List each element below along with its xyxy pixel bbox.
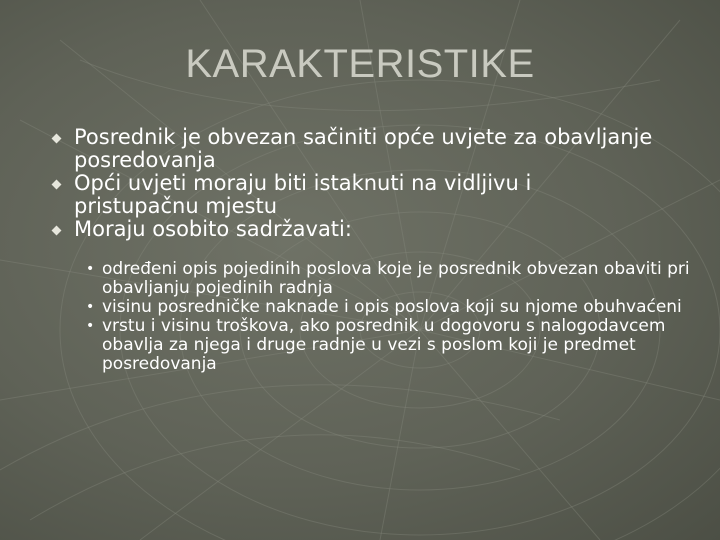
bullet-text: Posrednik je obvezan sačiniti opće uvjete za obavljanje posredovanja — [74, 125, 653, 172]
diamond-bullet-icon — [52, 226, 62, 236]
diamond-bullet-icon — [52, 180, 62, 190]
dot-bullet-icon: • — [86, 299, 95, 315]
bullet-item — [52, 126, 662, 172]
sub-bullet-text: visinu posredničke naknade i opis poslova koji su njome obuhvaćeni — [102, 297, 682, 317]
bullet-text: Moraju osobito sadržavati: — [74, 217, 352, 241]
sub-bullet-item — [86, 317, 706, 374]
bullet-list — [52, 126, 662, 241]
slide-title: KARAKTERISTIKE — [185, 42, 535, 86]
bullet-text: Opći uvjeti moraju biti istaknuti na vidljivu i pristupačnu mjestu — [74, 171, 532, 218]
sub-bullet-item — [86, 298, 706, 317]
bullet-item — [52, 172, 662, 218]
dot-bullet-icon: • — [86, 318, 95, 334]
sub-bullet-text: vrstu i visinu troškova, ako posrednik u dogovoru s nalogodavcem obavlja za njega i druge radnje u vezi s poslom koji je predmet posredovanja — [102, 316, 666, 374]
diamond-bullet-icon — [52, 134, 62, 144]
sub-bullet-text: određeni opis pojedinih poslova koje je posrednik obvezan obaviti pri obavljanju pojedinih radnja — [102, 259, 690, 298]
sub-bullet-item — [86, 260, 706, 298]
bullet-item — [52, 218, 662, 241]
dot-bullet-icon: • — [86, 261, 95, 277]
sub-bullet-list — [86, 260, 706, 374]
